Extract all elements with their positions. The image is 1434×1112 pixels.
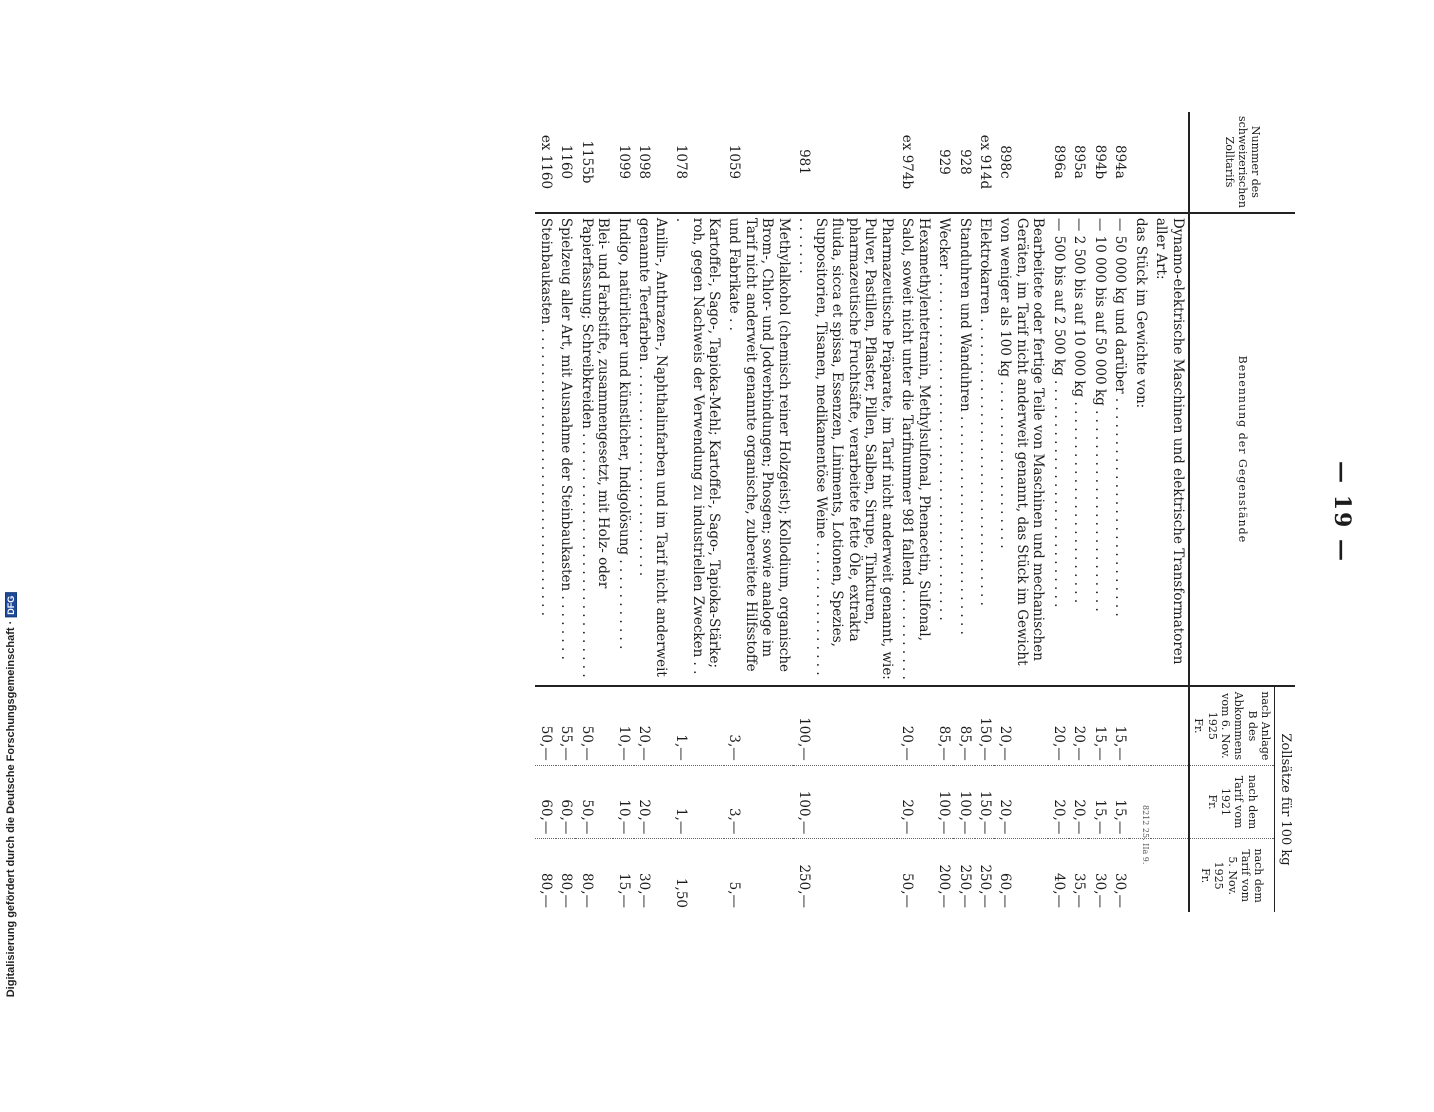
header-desc: Benennung der Gegenstände [1189,213,1295,686]
rate-agreement: 20,— [1069,686,1089,765]
item-description: Anilin-, Anthrazen-, Naphthalinfarben und im Tarif nicht anderweit genannte Teerfarben . . . . . . . . . . . . . . . . . . . . . . . . . [634,213,671,686]
rate-1925: 250,— [796,864,813,908]
rate-1921: 15,— [1089,765,1109,839]
table-row [1151,112,1189,912]
item-description: Wecker . . . . . . . . . . . . . . . . . . . . . . . . . . . . . . . . . . . . . . . . . [934,213,954,686]
item-description: — 2 500 bis auf 10 000 kg . . . . . . . . . . . . . . . . . . . . . . . . [1069,213,1089,686]
rate-agreement: 20,— [897,686,934,765]
rate-1921: 100,— [954,765,974,839]
rate-agreement: 1,— [671,686,724,765]
table-row [556,112,576,912]
rate-agreement: 15,— [1110,686,1130,765]
tariff-number: 896a [1048,112,1068,213]
tariff-number: 1155b [576,112,613,213]
item-description: das Stück im Gewichte von: [1130,213,1150,686]
rate-1921: 50,— [576,765,613,839]
rate-1925: 1,50 [673,877,690,908]
rate-agreement: 55,— [556,686,576,765]
tariff-number [1151,112,1189,213]
rate-agreement: 85,— [954,686,974,765]
tariff-number: 894b [1089,112,1109,213]
rate-1921: 3,— [724,765,794,839]
rate-1925: 60,— [997,873,1014,908]
table-row [1048,112,1068,912]
item-description: Indigo, natürlicher und künstlicher, Indigolösung . . . . . . . . . . . [613,213,633,686]
rate-1925: 30,— [1112,873,1129,908]
rate-1921: 20,— [1048,765,1068,839]
item-description: Hexamethylentetramin, Methylsulfonal, Phenacetin, Sulfonal, Salol, soweit nicht unter die Tarifnummer 981 fallend . . . . . . . . . . . [897,213,934,686]
table-row [1089,112,1109,912]
rate-1925: 80,— [537,873,554,908]
rate-1925: 30,— [1091,873,1108,908]
rate-1925: 30,— [636,873,653,908]
item-description: Standuhren und Wanduhren . . . . . . . . . . . . . . . . . . . . . . . . . . [954,213,974,686]
rate-agreement: 50,— [535,686,555,765]
table-row [724,112,794,912]
table-row [975,112,995,912]
tariff-number [1130,112,1150,213]
item-description: — 500 bis auf 2 500 kg . . . . . . . . . . . . . . . . . . . . . . . . . . . [1048,213,1068,686]
header-rate3: nach dem Tarif vom 5. Nov. 1925 Fr. [1189,839,1275,912]
rate-1925: 15,— [615,873,632,908]
rate-1921: 100,— [794,765,897,839]
rate-agreement: 20,— [1048,686,1068,765]
dfg-logo: DFG [5,593,17,618]
tariff-number: 1099 [613,112,633,213]
rate-1921: 60,— [535,765,555,839]
header-rates-title: Zollsätze für 100 kg [1275,686,1295,912]
rate-1921: 20,— [995,765,1048,839]
item-description: Steinbaukasten . . . . . . . . . . . . . . . . . . . . . . . . . . . . . . . . . . [535,213,555,686]
rate-1921 [1151,765,1189,839]
item-description: Bearbeitete oder fertige Teile von Maschinen und mechanischen Geräten, im Tarif nicht anderweit genannt, das Stück im Gewicht von weniger als 100 kg . . . . . . . . . . . . . . . . . . . . [995,213,1048,686]
rate-1925 [1151,839,1189,912]
rate-1921: 20,— [634,765,671,839]
rate-agreement [1130,686,1150,765]
rate-1921: 1,— [671,765,724,839]
rate-1925: 200,— [936,864,953,908]
rate-1925: 250,— [956,864,973,908]
rotated-page [0,112,1355,1112]
table-row [671,112,724,912]
rate-agreement [1151,686,1189,765]
header-rate2: nach dem Tarif vom 1921 Fr. [1189,765,1275,839]
table-row [934,112,954,912]
header-nr: Nummer des schweizerischen Zolltarifs [1189,112,1295,213]
rate-1921: 100,— [934,765,954,839]
rate-agreement: 15,— [1089,686,1109,765]
rate-agreement: 10,— [613,686,633,765]
item-description: Spielzeug aller Art, mit Ausnahme der Steinbaukasten . . . . . . . . [556,213,576,686]
tariff-number: 1078 [671,112,724,213]
page-number: — 19 — [1329,461,1355,563]
rate-1925: 40,— [1050,873,1067,908]
rate-1925: 80,— [558,873,575,908]
rate-1925: 50,— [899,873,916,908]
rate-1925: 80,— [578,873,595,908]
tariff-number: 894a [1110,112,1130,213]
tariff-number: ex 974b [897,112,934,213]
rate-1921: 10,— [613,765,633,839]
tariff-number: 981 [794,112,897,213]
item-description: — 50 000 kg und darüber . . . . . . . . . . . . . . . . . . . . . . . . . . [1110,213,1130,686]
table-row [613,112,633,912]
table-row [535,112,555,912]
rate-1921: 15,— [1110,765,1130,839]
rate-agreement: 3,— [724,686,794,765]
tariff-number: ex 914d [975,112,995,213]
item-description: — 10 000 bis auf 50 000 kg . . . . . . . . . . . . . . . . . . . . . . . . [1089,213,1109,686]
table-row [576,112,613,912]
table-row [995,112,1048,912]
table-row [1069,112,1089,912]
rate-1925: 250,— [977,864,994,908]
rate-agreement: 150,— [975,686,995,765]
tariff-number: 1098 [634,112,671,213]
table-row [1130,112,1150,912]
credit-text: Digitalisierung gefördert durch die Deutsche Forschungsgemeinschaft · [5,620,17,998]
header-rate1: nach Anlage B des Abkommens vom 6. Nov. 1925 Fr. [1189,686,1275,765]
item-description: Pharmazeutische Präparate, im Tarif nicht anderweit genannt, wie: Pulver, Pastillen, Pflaster, Pillen, Salben, Sirupe, Tinkturen, pharmazeutische Fruchtsäfte, verarbeitete fette Öle, extrakta fluida, sicca et spissa, Essenzen, Liniments, Lotionen, Spezies, Suppositorien, Tisanen, medikamentöse Weine . . . . . . . . . . . . . . . . . . . . . . . [794,213,897,686]
table-row [794,112,897,912]
page-content [295,112,1355,912]
table-row [897,112,934,912]
tariff-number: 1160 [556,112,576,213]
table-row [634,112,671,912]
print-mark: 8212 25. IIa 9. [1141,805,1150,865]
rate-agreement: 85,— [934,686,954,765]
item-description: Methylalkohol (chemisch reiner Holzgeist); Kollodium, organische Brom-, Chlor- und Jodverbindungen; Phosgen; sowie analoge im Tarif nicht anderweit genannte organische, zubereitete Hilfsstoffe und Fabrikate . . [724,213,794,686]
item-description: Elektrokarren . . . . . . . . . . . . . . . . . . . . . . . . . . . . . . . . . . [975,213,995,686]
tariff-number: ex 1160 [535,112,555,213]
rate-agreement: 20,— [995,686,1048,765]
rate-1921: 20,— [897,765,934,839]
rate-1921: 20,— [1069,765,1089,839]
item-description: Kartoffel-, Sago-, Tapioka-Mehl; Kartoffel-, Sago-, Tapioka-Stärke; roh, gegen Nachweis der Verwendung zu industriellen Zwecken . . . [671,213,724,686]
rate-1921: 150,— [975,765,995,839]
tariff-number: 928 [954,112,974,213]
item-description: Dynamo-elektrische Maschinen und elektrische Transformatoren aller Art: [1151,213,1189,686]
tariff-number: 1059 [724,112,794,213]
table-row [1110,112,1130,912]
item-description: Blei- und Farbstifte, zusammengesetzt, mit Holz- oder Papierfassung; Schreibkreiden . . . . . . . . . . . . . . . . . . . . . . . . . . . . . [576,213,613,686]
rate-agreement: 100,— [794,686,897,765]
tariff-number: 929 [934,112,954,213]
rate-1925: 35,— [1071,873,1088,908]
tariff-table [535,112,1295,912]
rate-1925: 5,— [726,881,743,908]
rate-1921: 60,— [556,765,576,839]
rate-agreement: 20,— [634,686,671,765]
tariff-number: 898c [995,112,1048,213]
tariff-number: 895a [1069,112,1089,213]
table-row [954,112,974,912]
rate-agreement: 50,— [576,686,613,765]
